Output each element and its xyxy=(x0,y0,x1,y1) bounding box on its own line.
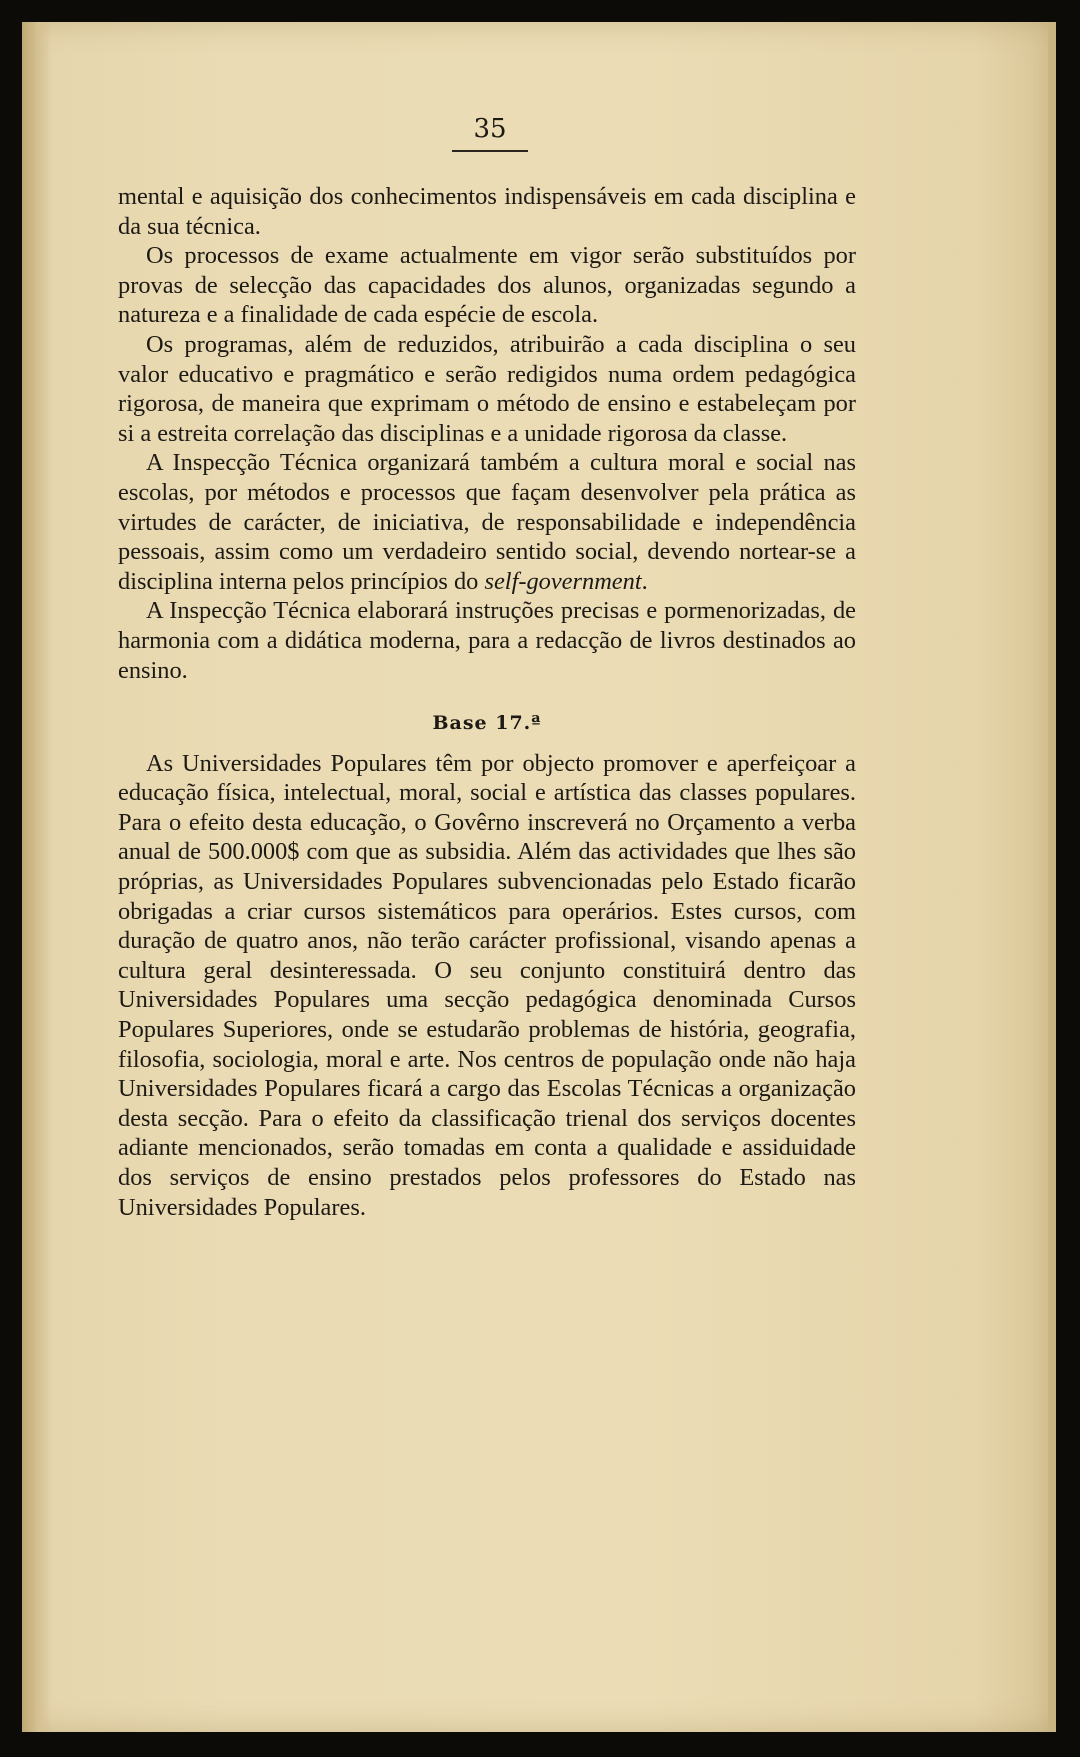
self-government-term: self-government xyxy=(484,567,642,595)
paragraph-moral-culture xyxy=(118,448,856,596)
page-number-rule xyxy=(452,150,528,152)
page-right-edge xyxy=(1048,22,1056,1732)
paragraph-continuation: mental e aquisição dos conhecimentos indispensáveis em cada disciplina e da sua técnica. xyxy=(118,183,856,240)
paragraph-programs: Os programas, além de reduzidos, atribuirão a cada disciplina o seu valor educativo e pragmático e serão redigidos numa ordem pedagógica rigorosa, de maneira que exprimam o método de ensino e estabeleçam por si a estreita correlação das disciplinas e a unidade rigorosa da classe. xyxy=(118,330,856,447)
paragraph-universities: As Universidades Populares têm por objecto promover e aperfeiçoar a educação física, intelectual, moral, social e artística das classes populares. Para o efeito desta educação, o Govêrno inscreverá no Orçamento a verba anual de 500.000$ com que as subsidia. Além das actividades que lhes são próprias, as Universidades Populares subvencionadas pelo Estado ficarão obrigadas a criar cursos sistemáticos para operários. Estes cursos, com duração de quatro anos, não terão carácter profissional, visando apenas a cultura geral desinteressada. O seu conjunto constituirá dentro das Universidades Populares uma secção pedagógica denominada Cursos Populares Superiores, onde se estudarão problemas de história, geografia, filosofia, sociologia, moral e arte. Nos centros de população onde não haja Universidades Populares ficará a cargo das Escolas Técnicas a organização desta secção. Para o efeito da classificação trienal dos serviços docentes adiante mencionados, serão tomadas em conta a qualidade e assiduidade dos serviços de ensino prestados pelos professores do Estado nas Universidades Populares. xyxy=(118,749,856,1221)
paragraph-moral-end: . xyxy=(641,567,648,595)
paragraph-books: A Inspecção Técnica elaborará instruções precisas e pormenorizadas, de harmonia com a didática moderna, para a redacção de livros destinados ao ensino. xyxy=(118,597,856,684)
binding-edge xyxy=(22,22,50,1732)
paragraph-exams: Os processos de exame actualmente em vigor serão substituídos por provas de selecção das capacidades dos alunos, organizadas segundo a natureza e a finalidade de cada espécie de escola. xyxy=(118,242,856,329)
paragraph-moral-text: A Inspecção Técnica organizará também a cultura moral e social nas escolas, por métodos e processos que façam desenvolver pela prática as virtudes de carácter, de iniciativa, de responsabilidade e independência pessoais, assim como um verdadeiro sentido social, devendo nortear-se a disciplina interna pelos princípios do xyxy=(118,449,856,595)
section-heading: Base 17.ª xyxy=(432,712,542,735)
page-number: 35 xyxy=(473,114,507,144)
book-page xyxy=(22,22,1056,1732)
body-text xyxy=(118,182,856,1222)
